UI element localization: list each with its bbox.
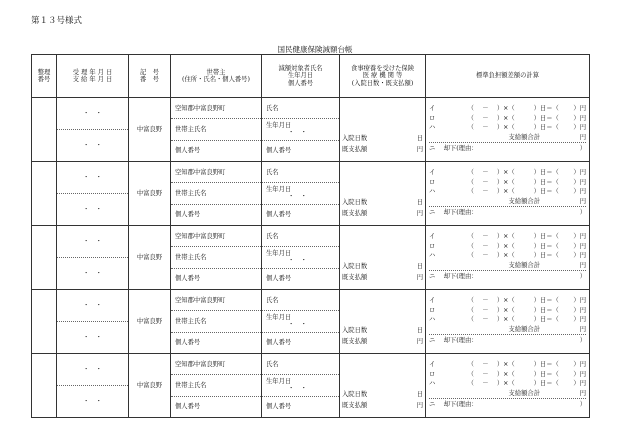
calc-formula-ro: （ － ）×（ ）日＝（ ）円 [467,178,586,186]
total-label: 支給額合計 [508,325,540,333]
target-name-label: 氏名 [266,360,279,368]
householder-number-label: 個人番号 [171,140,261,161]
total-unit: 円 [579,133,586,141]
total-label: 支給額合計 [508,133,540,141]
yen-unit: 円 [416,209,423,217]
symbol-cell: 中富良野 [129,98,171,162]
reject-label: ニ [429,337,436,345]
calc-formula-ha: （ － ）×（ ）日＝（ ）円 [467,252,586,260]
householder-address: 空知郡中富良野町 [175,168,226,176]
householder-name-label: 世帯主氏名 [171,310,261,331]
calculation-cell[interactable] [426,162,590,226]
yen-unit: 円 [416,145,423,153]
birth-date-dots: ・ ・ [288,321,307,329]
reject-text: 却下(理由： [443,401,478,409]
householder-address: 空知郡中富良野町 [175,296,226,304]
header-symbol-number: 記 号 番 号 [129,55,171,98]
calc-formula-i: （ － ）×（ ）日＝（ ）円 [467,361,586,369]
payment-date: ・ ・ [57,257,128,289]
calc-label-ro: ロ [429,306,436,314]
target-name-label: 氏名 [266,168,279,176]
calc-label-ro: ロ [429,370,436,378]
receipt-date: ・ ・ [83,109,102,117]
calc-formula-i: （ － ）×（ ）日＝（ ）円 [467,233,586,241]
dates-cell[interactable] [57,226,129,290]
householder-cell[interactable] [171,290,262,354]
calc-formula-ro: （ － ）×（ ）日＝（ ）円 [467,242,586,250]
target-number-label: 個人番号 [262,396,339,417]
birth-date-dots: ・ ・ [288,193,307,201]
ledger-title: 国民健康保険減額台帳 [277,45,353,54]
calc-label-i: イ [429,169,436,177]
calc-formula-i: （ － ）×（ ）日＝（ ）円 [467,297,586,305]
birth-date-label: 生年月日 [266,378,292,386]
payment-date: ・ ・ [57,385,128,417]
target-number-label: 個人番号 [262,140,339,161]
payment-date: ・ ・ [57,193,128,225]
birth-date-dots: ・ ・ [288,385,307,393]
inpatient-days-label: 入院日数 [342,198,368,206]
calc-formula-ha: （ － ）×（ ）日＝（ ）円 [467,380,586,388]
reject-label: ニ [429,401,436,409]
target-number-label: 個人番号 [262,204,339,225]
birth-date-label: 生年月日 [266,122,292,130]
receipt-date: ・ ・ [83,365,102,373]
calculation-cell[interactable] [426,354,590,418]
header-householder: 世帯主 (住所・氏名・個人番号) [171,55,262,98]
calc-label-i: イ [429,361,436,369]
reject-text: 却下(理由： [443,209,478,217]
householder-cell[interactable] [171,354,262,418]
institution-cell[interactable] [340,162,426,226]
target-person-cell[interactable] [262,290,340,354]
symbol-cell: 中富良野 [129,354,171,418]
yen-unit: 円 [416,337,423,345]
reject-text: 却下(理由： [443,273,478,281]
institution-cell[interactable] [340,290,426,354]
ledger-table [31,54,590,418]
householder-name-label: 世帯主氏名 [171,182,261,203]
reject-text: 却下(理由： [443,337,478,345]
calc-formula-ro: （ － ）×（ ）日＝（ ）円 [467,306,586,314]
target-name-label: 氏名 [266,232,279,240]
calc-formula-i: （ － ）×（ ）日＝（ ）円 [467,105,586,113]
header-target-person: 減額対象者氏名 生年月日 個人番号 [262,55,340,98]
target-person-cell[interactable] [262,98,340,162]
birth-date-dots: ・ ・ [288,257,307,265]
inpatient-days-label: 入院日数 [342,134,368,142]
birth-date-label: 生年月日 [266,314,292,322]
householder-address: 空知郡中富良野町 [175,360,226,368]
serial-number-cell[interactable] [32,354,57,418]
total-unit: 円 [579,325,586,333]
inpatient-days-label: 入院日数 [342,262,368,270]
total-label: 支給額合計 [508,261,540,269]
reject-close: ） [579,145,586,153]
target-name-label: 氏名 [266,104,279,112]
paid-amount-label: 既支払額 [342,209,368,217]
receipt-date: ・ ・ [83,301,102,309]
reject-close: ） [579,337,586,345]
receipt-date: ・ ・ [83,237,102,245]
days-unit: 日 [416,390,423,398]
paid-amount-label: 既支払額 [342,145,368,153]
target-person-cell[interactable] [262,162,340,226]
householder-cell[interactable] [171,226,262,290]
calc-formula-i: （ － ）×（ ）日＝（ ）円 [467,169,586,177]
reject-label: ニ [429,273,436,281]
paid-amount-label: 既支払額 [342,401,368,409]
householder-cell[interactable] [171,98,262,162]
householder-name-label: 世帯主氏名 [171,246,261,267]
symbol-cell: 中富良野 [129,226,171,290]
institution-cell[interactable] [340,226,426,290]
total-label: 支給額合計 [508,389,540,397]
calc-label-i: イ [429,105,436,113]
calc-label-ha: ハ [429,188,436,196]
dates-cell[interactable] [57,354,129,418]
serial-number-cell[interactable] [32,226,57,290]
header-serial-number: 整理 番号 [32,55,57,98]
birth-date-dots: ・ ・ [288,129,307,137]
serial-number-cell[interactable] [32,98,57,162]
target-number-label: 個人番号 [262,332,339,353]
header-row [32,55,590,98]
paid-amount-label: 既支払額 [342,273,368,281]
calc-label-i: イ [429,233,436,241]
inpatient-days-label: 入院日数 [342,390,368,398]
householder-cell[interactable] [171,162,262,226]
reject-label: ニ [429,145,436,153]
symbol-cell: 中富良野 [129,162,171,226]
target-name-label: 氏名 [266,296,279,304]
dates-cell[interactable] [57,98,129,162]
target-person-cell[interactable] [262,226,340,290]
total-unit: 円 [579,389,586,397]
reject-text: 却下(理由： [443,145,478,153]
ledger-row [32,162,590,226]
header-calculation: 標準負担額差額の計算 [426,55,590,98]
calc-label-ha: ハ [429,380,436,388]
householder-name-label: 世帯主氏名 [171,374,261,395]
header-dates: 受 理 年 月 日 支 給 年 月 日 [57,55,129,98]
days-unit: 日 [416,262,423,270]
form-number: 第１３号様式 [31,16,83,26]
calc-label-ro: ロ [429,114,436,122]
ledger-row [32,290,590,354]
calculation-cell[interactable] [426,98,590,162]
reject-close: ） [579,401,586,409]
reject-close: ） [579,209,586,217]
payment-date: ・ ・ [57,129,128,161]
days-unit: 日 [416,326,423,334]
ledger-row [32,354,590,418]
householder-number-label: 個人番号 [171,332,261,353]
target-person-cell[interactable] [262,354,340,418]
yen-unit: 円 [416,401,423,409]
calculation-cell[interactable] [426,290,590,354]
receipt-date: ・ ・ [83,173,102,181]
calc-formula-ha: （ － ）×（ ）日＝（ ）円 [467,124,586,132]
calc-label-ha: ハ [429,316,436,324]
calc-label-i: イ [429,297,436,305]
header-medical-institution: 食事療養を受けた保険 医 療 機 関 等 (入院日数・既支払額) [340,55,426,98]
reject-close: ） [579,273,586,281]
total-unit: 円 [579,197,586,205]
target-number-label: 個人番号 [262,268,339,289]
total-unit: 円 [579,261,586,269]
institution-cell[interactable] [340,354,426,418]
calc-formula-ro: （ － ）×（ ）日＝（ ）円 [467,114,586,122]
calc-label-ha: ハ [429,124,436,132]
days-unit: 日 [416,134,423,142]
householder-address: 空知郡中富良野町 [175,104,226,112]
calc-label-ro: ロ [429,178,436,186]
paid-amount-label: 既支払額 [342,337,368,345]
ledger-row [32,98,590,162]
institution-cell[interactable] [340,98,426,162]
dates-cell[interactable] [57,290,129,354]
serial-number-cell[interactable] [32,290,57,354]
ledger-row [32,226,590,290]
reject-label: ニ [429,209,436,217]
householder-address: 空知郡中富良野町 [175,232,226,240]
calc-label-ro: ロ [429,242,436,250]
calculation-cell[interactable] [426,226,590,290]
calc-formula-ro: （ － ）×（ ）日＝（ ）円 [467,370,586,378]
yen-unit: 円 [416,273,423,281]
inpatient-days-label: 入院日数 [342,326,368,334]
householder-number-label: 個人番号 [171,396,261,417]
total-label: 支給額合計 [508,197,540,205]
serial-number-cell[interactable] [32,162,57,226]
householder-name-label: 世帯主氏名 [171,118,261,139]
dates-cell[interactable] [57,162,129,226]
calc-formula-ha: （ － ）×（ ）日＝（ ）円 [467,316,586,324]
symbol-cell: 中富良野 [129,290,171,354]
birth-date-label: 生年月日 [266,186,292,194]
days-unit: 日 [416,198,423,206]
householder-number-label: 個人番号 [171,268,261,289]
calc-label-ha: ハ [429,252,436,260]
householder-number-label: 個人番号 [171,204,261,225]
calc-formula-ha: （ － ）×（ ）日＝（ ）円 [467,188,586,196]
payment-date: ・ ・ [57,321,128,353]
birth-date-label: 生年月日 [266,250,292,258]
